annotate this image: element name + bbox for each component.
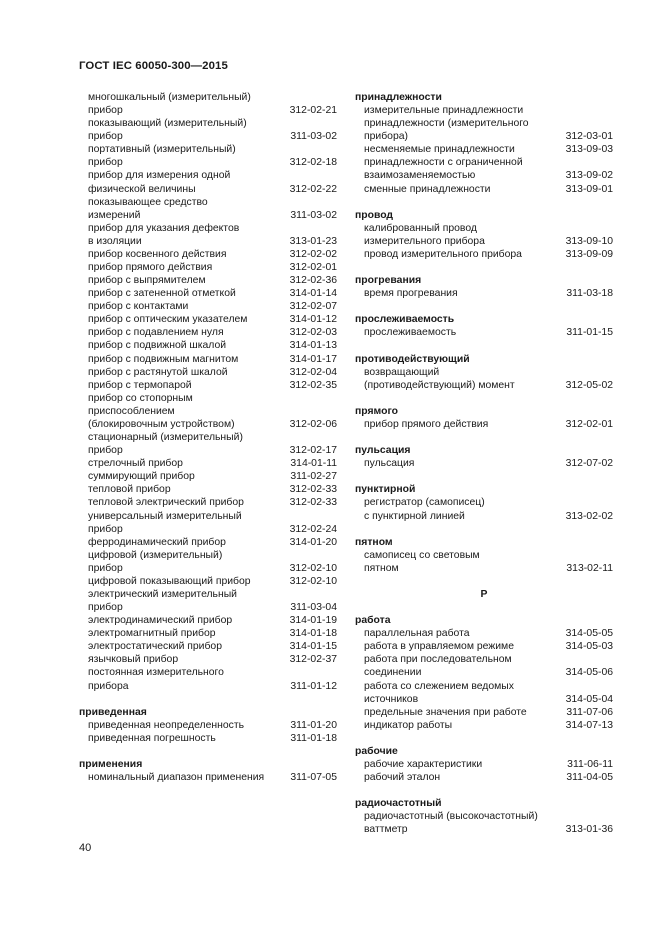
index-heading xyxy=(355,353,613,366)
index-entry xyxy=(355,666,613,679)
term-code: 312-02-02 xyxy=(289,248,337,260)
term-code: 314-01-20 xyxy=(289,536,337,548)
index-heading xyxy=(355,444,613,457)
index-entry xyxy=(79,680,337,693)
spacer xyxy=(355,196,613,209)
index-column-left xyxy=(79,91,337,784)
heading-text: применения xyxy=(79,758,143,770)
index-entry xyxy=(355,117,613,130)
term-text: соединении xyxy=(364,667,422,679)
term-code: 314-01-11 xyxy=(290,458,337,470)
term-code: 314-05-04 xyxy=(565,693,613,705)
term-code: 311-02-27 xyxy=(290,471,337,483)
term-code: 311-03-02 xyxy=(290,209,337,221)
term-text: (противодействующий) момент xyxy=(364,379,515,391)
term-code: 311-03-18 xyxy=(566,288,613,300)
term-text: многошкальный (измерительный) xyxy=(88,92,251,103)
index-entry xyxy=(79,614,337,627)
term-code: 311-07-05 xyxy=(290,772,337,784)
index-entry xyxy=(355,143,613,156)
term-text: тепловой прибор xyxy=(88,484,171,496)
index-entry xyxy=(79,156,337,169)
document-header: ГОСТ IEC 60050-300—2015 xyxy=(79,60,228,72)
term-code: 312-02-17 xyxy=(289,445,337,457)
heading-text: пунктирной xyxy=(355,484,416,496)
term-text: предельные значения при работе xyxy=(364,706,527,718)
index-entry xyxy=(79,222,337,235)
term-code: 314-01-18 xyxy=(289,628,337,640)
spacer xyxy=(79,693,337,706)
index-heading xyxy=(355,614,613,627)
index-entry xyxy=(79,248,337,261)
term-code: 313-01-36 xyxy=(565,824,613,836)
index-entry xyxy=(79,444,337,457)
term-text: прибор для измерения одной xyxy=(88,170,231,182)
index-entry xyxy=(355,758,613,771)
index-entry xyxy=(79,261,337,274)
index-entry xyxy=(79,353,337,366)
index-entry xyxy=(355,680,613,693)
term-code: 311-06-11 xyxy=(567,758,613,770)
term-code: 314-07-13 xyxy=(565,719,613,731)
index-entry xyxy=(79,666,337,679)
heading-text: принадлежности xyxy=(355,92,442,103)
term-text: приведенная неопределенность xyxy=(88,719,244,731)
index-entry xyxy=(79,653,337,666)
term-text: несменяемые принадлежности xyxy=(364,144,515,156)
term-code: 313-01-23 xyxy=(289,235,337,247)
index-entry xyxy=(79,496,337,509)
term-code: 312-02-35 xyxy=(289,379,337,391)
term-text: универсальный измерительный xyxy=(88,510,242,522)
term-code: 312-02-21 xyxy=(289,105,337,117)
term-text: электродинамический прибор xyxy=(88,615,233,627)
term-text: прибор с подавлением нуля xyxy=(88,327,224,339)
term-code: 312-02-24 xyxy=(289,523,337,535)
index-entry xyxy=(79,130,337,143)
term-code: 313-09-10 xyxy=(565,235,613,247)
term-text: прибор с растянутой шкалой xyxy=(88,366,228,378)
term-code: 312-02-01 xyxy=(289,262,337,274)
index-entry xyxy=(355,771,613,784)
index-entry xyxy=(79,287,337,300)
index-column-right xyxy=(355,91,613,836)
spacer xyxy=(355,784,613,797)
index-entry xyxy=(355,653,613,666)
term-code: 311-04-05 xyxy=(566,772,613,784)
term-text: прибор прямого действия xyxy=(88,262,213,274)
term-text: возвращающий xyxy=(364,366,440,378)
index-entry xyxy=(79,483,337,496)
index-entry xyxy=(79,339,337,352)
term-text: прибор с подвижным магнитом xyxy=(88,353,239,365)
index-entry xyxy=(355,823,613,836)
term-text: прибор со стопорным xyxy=(88,392,193,404)
term-text: номинальный диапазон применения xyxy=(88,772,265,784)
term-code: 312-02-04 xyxy=(289,366,337,378)
index-entry xyxy=(79,235,337,248)
index-heading xyxy=(355,745,613,758)
index-entry xyxy=(355,418,613,431)
term-code: 314-01-13 xyxy=(289,340,337,352)
term-text: прибор с термопарой xyxy=(88,379,192,391)
index-entry xyxy=(355,510,613,523)
index-entry xyxy=(355,719,613,732)
spacer xyxy=(355,732,613,745)
index-entry xyxy=(355,693,613,706)
index-entry xyxy=(355,562,613,575)
term-text: работа при последовательном xyxy=(364,654,512,666)
term-text: источников xyxy=(364,693,419,705)
index-entry xyxy=(79,431,337,444)
index-heading xyxy=(355,209,613,222)
term-text: работа со слежением ведомых xyxy=(364,680,514,692)
term-code: 313-09-02 xyxy=(565,170,613,182)
term-text: электромагнитный прибор xyxy=(88,628,216,640)
term-code: 312-02-06 xyxy=(289,418,337,430)
index-entry xyxy=(79,732,337,745)
term-code: 311-01-18 xyxy=(290,732,337,744)
term-text: регистратор (самописец) xyxy=(364,497,485,509)
index-entry xyxy=(79,405,337,418)
index-entry xyxy=(79,104,337,117)
term-code: 312-02-33 xyxy=(289,497,337,509)
section-letter xyxy=(355,588,613,601)
term-text: тепловой электрический прибор xyxy=(88,497,244,509)
index-entry xyxy=(79,366,337,379)
spacer xyxy=(355,261,613,274)
index-entry xyxy=(79,392,337,405)
term-code: 312-02-10 xyxy=(289,575,337,587)
index-entry xyxy=(79,300,337,313)
term-text: прослеживаемость xyxy=(364,327,457,339)
term-text: прибор xyxy=(88,445,123,457)
term-text: показывающий (измерительный) xyxy=(88,118,247,130)
index-entry xyxy=(79,640,337,653)
term-code: 314-01-17 xyxy=(289,353,337,365)
index-entry xyxy=(79,313,337,326)
term-text: прибор для указания дефектов xyxy=(88,222,240,234)
term-text: рабочий эталон xyxy=(364,772,441,784)
spacer xyxy=(355,339,613,352)
term-code: 312-02-10 xyxy=(289,562,337,574)
index-heading xyxy=(79,706,337,719)
index-entry xyxy=(79,274,337,287)
term-text: измерительного прибора xyxy=(364,235,485,247)
term-text: измерительные принадлежности xyxy=(364,105,524,117)
index-entry xyxy=(79,418,337,431)
index-entry xyxy=(79,209,337,222)
heading-text: провод xyxy=(355,209,394,221)
term-text: суммирующий прибор xyxy=(88,471,195,483)
term-text: (блокировочным устройством) xyxy=(88,418,235,430)
heading-text: прослеживаемость xyxy=(355,314,455,326)
index-entry xyxy=(79,549,337,562)
index-entry xyxy=(355,706,613,719)
index-heading xyxy=(355,405,613,418)
index-entry xyxy=(79,117,337,130)
term-code: 311-01-12 xyxy=(290,680,337,692)
term-text: прибор прямого действия xyxy=(364,418,489,430)
term-code: 311-07-06 xyxy=(566,706,613,718)
heading-text: прогревания xyxy=(355,275,422,287)
term-text: самописец со световым xyxy=(364,549,480,561)
term-text: с пунктирной линией xyxy=(364,510,465,522)
spacer xyxy=(355,575,613,588)
index-heading xyxy=(355,483,613,496)
term-code: 311-01-20 xyxy=(290,719,337,731)
term-text: время прогревания xyxy=(364,288,458,300)
term-code: 314-01-19 xyxy=(289,615,337,627)
term-code: 313-09-03 xyxy=(565,144,613,156)
index-entry xyxy=(79,169,337,182)
index-entry xyxy=(79,143,337,156)
term-code: 312-02-37 xyxy=(289,654,337,666)
index-entry xyxy=(355,130,613,143)
term-code: 312-02-22 xyxy=(289,183,337,195)
term-code: 312-05-02 xyxy=(565,379,613,391)
term-text: в изоляции xyxy=(88,235,142,247)
index-entry xyxy=(355,104,613,117)
term-code: 312-07-02 xyxy=(565,458,613,470)
index-entry xyxy=(355,222,613,235)
term-code: 313-09-01 xyxy=(565,183,613,195)
index-entry xyxy=(355,496,613,509)
term-text: портативный (измерительный) xyxy=(88,144,236,156)
index-entry xyxy=(79,91,337,104)
heading-text: прямого xyxy=(355,405,398,417)
index-entry xyxy=(79,562,337,575)
index-entry xyxy=(355,640,613,653)
index-entry xyxy=(355,379,613,392)
index-entry xyxy=(79,771,337,784)
index-entry xyxy=(79,457,337,470)
term-code: 311-01-15 xyxy=(566,327,613,339)
term-text: язычковый прибор xyxy=(88,654,179,666)
term-text: Р xyxy=(480,588,488,600)
index-entry xyxy=(355,235,613,248)
term-code: 312-02-36 xyxy=(289,275,337,287)
index-entry xyxy=(79,575,337,588)
index-heading xyxy=(79,758,337,771)
term-text: прибор косвенного действия xyxy=(88,248,227,260)
index-entry xyxy=(355,366,613,379)
term-code: 314-05-06 xyxy=(565,667,613,679)
term-text: радиочастотный (высокочастотный) xyxy=(364,811,538,823)
term-text: прибор с выпрямителем xyxy=(88,275,206,287)
spacer xyxy=(355,431,613,444)
term-text: прибор с контактами xyxy=(88,301,189,313)
index-entry xyxy=(79,627,337,640)
term-text: постоянная измерительного xyxy=(88,667,224,679)
heading-text: рабочие xyxy=(355,745,398,757)
term-text: прибор xyxy=(88,562,123,574)
term-text: принадлежности с ограниченной xyxy=(364,157,523,169)
index-entry xyxy=(79,196,337,209)
index-entry xyxy=(79,470,337,483)
index-entry xyxy=(355,326,613,339)
term-text: физической величины xyxy=(88,183,196,195)
spacer xyxy=(355,300,613,313)
index-entry xyxy=(355,183,613,196)
term-code: 312-02-33 xyxy=(289,484,337,496)
index-entry xyxy=(79,601,337,614)
term-text: электрический измерительный xyxy=(88,588,237,600)
spacer xyxy=(355,470,613,483)
heading-text: радиочастотный xyxy=(355,798,442,810)
index-entry xyxy=(79,379,337,392)
index-entry xyxy=(355,457,613,470)
spacer xyxy=(355,523,613,536)
term-text: измерений xyxy=(88,209,141,221)
term-text: прибор xyxy=(88,105,123,117)
term-text: провод измерительного прибора xyxy=(364,248,522,260)
index-entry xyxy=(79,183,337,196)
heading-text: пятном xyxy=(355,536,393,548)
term-code: 314-01-15 xyxy=(289,641,337,653)
term-code: 312-03-01 xyxy=(565,131,613,143)
term-text: прибора) xyxy=(364,131,408,143)
term-text: индикатор работы xyxy=(364,719,453,731)
term-text: параллельная работа xyxy=(364,628,470,640)
term-text: прибор xyxy=(88,523,123,535)
term-code: 313-09-09 xyxy=(565,248,613,260)
index-entry xyxy=(79,536,337,549)
term-code: 313-02-02 xyxy=(565,510,613,522)
term-text: прибор xyxy=(88,131,123,143)
term-text: стрелочный прибор xyxy=(88,458,183,470)
index-entry xyxy=(355,248,613,261)
index-heading xyxy=(355,274,613,287)
term-text: рабочие характеристики xyxy=(364,758,483,770)
term-code: 314-05-03 xyxy=(565,641,613,653)
heading-text: работа xyxy=(355,615,391,627)
term-text: ваттметр xyxy=(364,824,408,836)
heading-text: противодействующий xyxy=(355,353,470,365)
spacer xyxy=(79,745,337,758)
term-text: приведенная погрешность xyxy=(88,732,216,744)
term-code: 311-03-04 xyxy=(290,602,337,614)
term-text: прибор xyxy=(88,157,123,169)
term-text: сменные принадлежности xyxy=(364,183,491,195)
index-entry xyxy=(79,510,337,523)
term-text: цифровой (измерительный) xyxy=(88,549,223,561)
page-number: 40 xyxy=(79,842,92,854)
term-code: 312-02-18 xyxy=(289,157,337,169)
index-entry xyxy=(79,523,337,536)
term-code: 313-02-11 xyxy=(566,562,613,574)
spacer xyxy=(355,392,613,405)
index-entry xyxy=(355,810,613,823)
term-text: приспособлением xyxy=(88,405,175,417)
term-code: 311-03-02 xyxy=(290,131,337,143)
term-text: стационарный (измерительный) xyxy=(88,432,243,444)
term-code: 312-02-03 xyxy=(289,327,337,339)
term-text: пятном xyxy=(364,562,399,574)
index-entry xyxy=(79,326,337,339)
spacer xyxy=(355,601,613,614)
index-entry xyxy=(355,156,613,169)
term-code: 312-02-01 xyxy=(565,418,613,430)
index-entry xyxy=(355,549,613,562)
term-text: работа в управляемом режиме xyxy=(364,641,514,653)
index-heading xyxy=(355,797,613,810)
term-text: пульсация xyxy=(364,458,415,470)
index-entry xyxy=(79,588,337,601)
term-code: 314-05-05 xyxy=(565,628,613,640)
term-text: калиброванный провод xyxy=(364,222,477,234)
term-text: взаимозаменяемостью xyxy=(364,170,476,182)
term-text: цифровой показывающий прибор xyxy=(88,575,251,587)
term-text: принадлежности (измерительного xyxy=(364,118,529,130)
term-code: 314-01-14 xyxy=(289,288,337,300)
index-heading xyxy=(355,91,613,104)
term-text: показывающее средство xyxy=(88,196,208,208)
index-heading xyxy=(355,313,613,326)
index-entry xyxy=(355,627,613,640)
heading-text: пульсация xyxy=(355,445,411,457)
term-text: электростатический прибор xyxy=(88,641,222,653)
term-text: прибор xyxy=(88,602,123,614)
index-heading xyxy=(355,536,613,549)
heading-text: приведенная xyxy=(79,706,147,718)
term-text: прибор с оптическим указателем xyxy=(88,314,248,326)
index-entry xyxy=(355,287,613,300)
term-text: прибор с затененной отметкой xyxy=(88,288,236,300)
term-text: прибора xyxy=(88,680,129,692)
term-text: ферродинамический прибор xyxy=(88,536,226,548)
index-entry xyxy=(79,719,337,732)
term-code: 314-01-12 xyxy=(289,314,337,326)
term-code: 312-02-07 xyxy=(289,301,337,313)
index-entry xyxy=(355,169,613,182)
term-text: прибор с подвижной шкалой xyxy=(88,340,227,352)
